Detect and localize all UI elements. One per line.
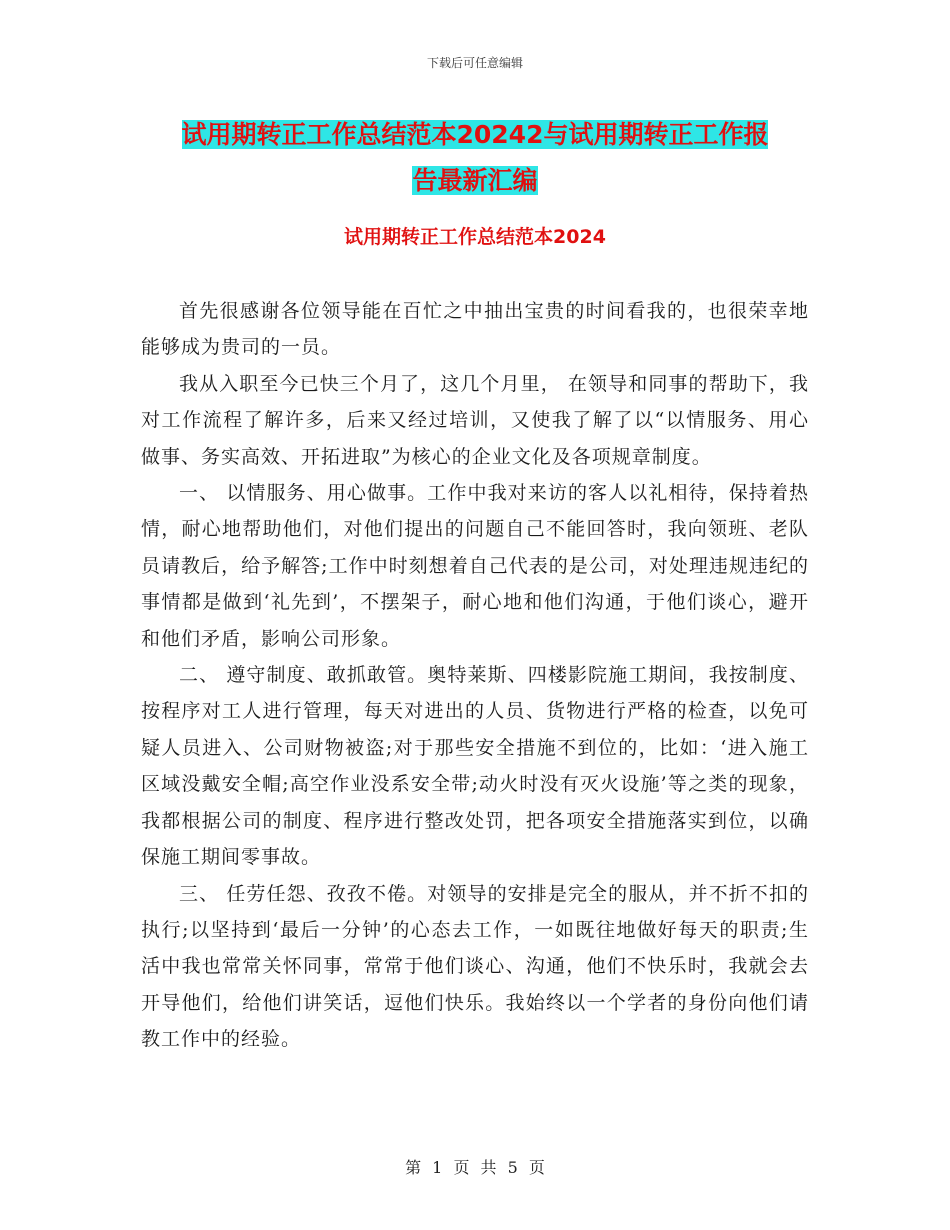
paragraph: 首先很感谢各位领导能在百忙之中抽出宝贵的时间看我的，也很荣幸地能够成为贵司的一员。	[141, 300, 809, 359]
page-footer: 第 1 页 共 5 页	[405, 1158, 545, 1177]
document-title-line-1: 试用期转正工作总结范本20242与试用期转正工作报	[181, 120, 769, 149]
paragraph: 一、 以情服务、用心做事。工作中我对来访的客人以礼相待，保持着热情，耐心地帮助他们，对他们提出的问题自己不能回答时，我向领班、老队员请教后，给予解答;工作中时刻想着自己代表的是公司，对处理违规违纪的事情都是做到‘礼先到’，不摆架子，耐心地和他们沟通，于他们谈心，避开和他们矛盾，影响公司形象。	[141, 482, 809, 650]
document-title	[140, 112, 810, 204]
document-title-line-2: 告最新汇编	[412, 166, 538, 195]
paragraph: 二、 遵守制度、敢抓敢管。奥特莱斯、四楼影院施工期间，我按制度、按程序对工人进行管理，每天对进出的人员、货物进行严格的检查，以免可疑人员进入、公司财物被盗;对于那些安全措施不到位的，比如：‘进入施工区域没戴安全帽;高空作业没系安全带;动火时没有灭火设施’等之类的现象，我都根据公司的制度、程序进行整改处罚，把各项安全措施落实到位，以确保施工期间零事故。	[141, 664, 809, 869]
paragraph: 三、 任劳任怨、孜孜不倦。对领导的安排是完全的服从，并不折不扣的执行;以坚持到‘最后一分钟’的心态去工作，一如既往地做好每天的职责;生活中我也常常关怀同事，常常于他们谈心、沟通，他们不快乐时，我就会去开导他们，给他们讲笑话，逗他们快乐。我始终以一个学者的身份向他们请教工作中的经验。	[141, 882, 809, 1051]
section-title: 试用期转正工作总结范本2024	[344, 226, 606, 248]
document-body	[141, 293, 809, 1058]
paragraph: 我从入职至今已快三个月了，这几个月里， 在领导和同事的帮助下，我对工作流程了解许多，后来又经过培训，又使我了解了以“以情服务、用心做事、务实高效、开拓进取”为核心的企业文化及各项规章制度。	[141, 372, 809, 468]
page-header-note: 下载后可任意编辑	[426, 56, 523, 70]
